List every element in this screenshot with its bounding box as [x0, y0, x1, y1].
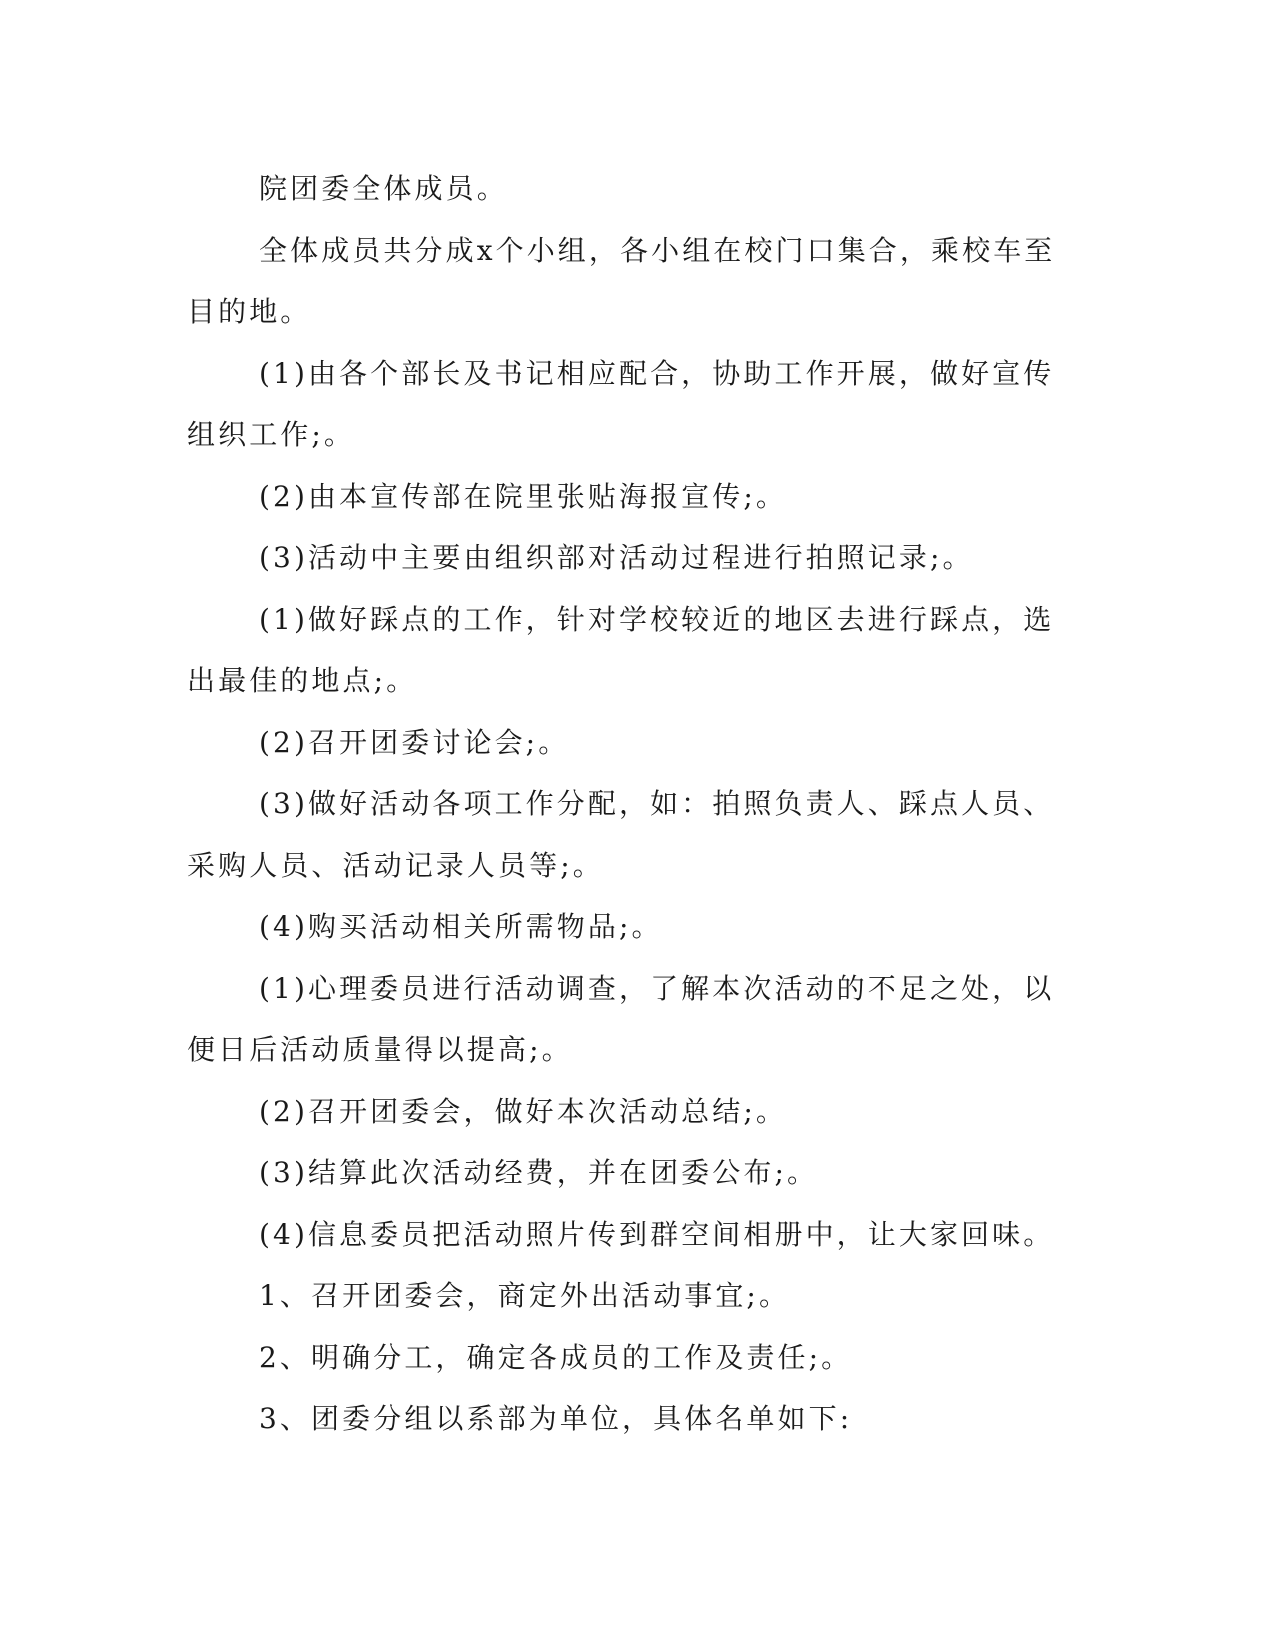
paragraph: 2、明确分工，确定各成员的工作及责任;。 [259, 1340, 853, 1374]
paragraph: (1)做好踩点的工作，针对学校较近的地区去进行踩点，选出最佳的地点;。 [187, 602, 1055, 697]
document-body [187, 158, 1082, 1450]
paragraph: (2)召开团委会，做好本次活动总结;。 [259, 1094, 787, 1128]
paragraph: 3、团委分组以系部为单位，具体名单如下: [259, 1402, 853, 1435]
paragraph: (3)做好活动各项工作分配，如：拍照负责人、踩点人员、采购人员、活动记录人员等;。 [187, 787, 1055, 882]
paragraph: (1)心理委员进行活动调查，了解本次活动的不足之处，以便日后活动质量得以提高;。 [187, 971, 1055, 1066]
paragraph: (4)购买活动相关所需物品;。 [259, 910, 663, 943]
paragraph: (2)由本宣传部在院里张贴海报宣传;。 [259, 479, 787, 513]
paragraph: (2)召开团委讨论会;。 [259, 725, 570, 759]
paragraph: 全体成员共分成x个小组，各小组在校门口集合，乘校车至目的地。 [187, 233, 1056, 328]
paragraph: (3)结算此次活动经费，并在团委公布;。 [259, 1156, 819, 1189]
paragraph: (4)信息委员把活动照片传到群空间相册中，让大家回味。 [259, 1217, 1055, 1251]
paragraph: 1、召开团委会，商定外出活动事宜;。 [259, 1279, 791, 1312]
paragraph: 院团委全体成员。 [259, 172, 508, 205]
paragraph: (3)活动中主要由组织部对活动过程进行拍照记录;。 [259, 541, 974, 574]
paragraph: (1)由各个部长及书记相应配合，协助工作开展，做好宣传组织工作;。 [187, 356, 1055, 451]
